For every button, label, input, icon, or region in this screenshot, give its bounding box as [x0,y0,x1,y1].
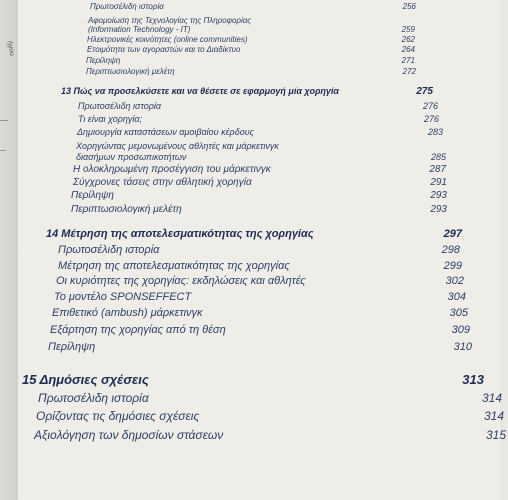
entry-page: 309 [451,324,470,336]
entry-title: Εξάρτηση της χορηγίας από τη θέση [50,324,226,336]
toc-entry [58,260,488,276]
entry-title: Η ολοκληρωμένη προσέγγιση του μάρκετινγκ [73,164,271,175]
entry-page: 293 [430,204,447,215]
entry-title: Ετοιμότητα των αγοραστών και το Διαδίκτυο [87,45,241,54]
entry-title: Πρωτοσέλιδη ιστορία [90,2,164,11]
entry-title: Οι κυριότητες της χορηγίας: εκδηλώσεις και αθλητές [56,275,306,287]
edge-line [0,120,8,121]
toc-entry [73,177,473,191]
toc-entry [34,428,504,446]
entry-title: Ηλεκτρονικές κοινότητες (online communities) [87,35,248,44]
toc-entry [52,307,482,323]
toc-entry [73,164,473,178]
entry-page: 287 [429,164,446,175]
toc-entry [50,324,480,340]
entry-page: 283 [427,127,443,137]
entry-title: Δημιουργία καταστάσεων αμοιβαίου κέρδους [77,127,255,137]
toc-entry [78,101,478,115]
toc-entry [56,275,486,291]
entry-title: (Information Technology - IT) [88,25,191,34]
chapter-title: 13 Πώς να προσελκύσετε και να θέσετε σε εφαρμογή μία χορηγία [61,86,340,96]
entry-page: 262 [401,35,415,44]
toc-entry [48,341,478,357]
chapter-heading [61,86,461,100]
entry-title: Μέτρηση της αποτελεσματικότητας της χορηγίας [58,260,290,272]
toc-entry [36,409,506,427]
entry-page: 259 [401,25,415,34]
entry-page: 256 [402,2,416,11]
entry-title: Περίληψη [86,56,121,65]
entry-title: Περίληψη [71,190,114,201]
entry-title: Περιπτωσιολογική μελέτη [71,204,182,215]
chapter-heading [46,228,476,244]
toc-page [18,0,506,500]
toc-entry [90,2,430,14]
entry-title: Πρωτοσέλιδη ιστορία [78,101,161,111]
entry-title: Πρωτοσέλιδη ιστορία [38,391,149,405]
page-edge [0,0,19,500]
entry-page: 276 [423,114,439,124]
entry-page: 271 [401,56,415,65]
entry-title: Επιθετικό (ambush) μάρκετινγκ [52,307,203,319]
chapter-page: 297 [443,228,462,240]
entry-title: Πρωτοσέλιδη ιστορία [58,244,160,256]
toc-entry [78,114,478,128]
chapter-title: 15 Δημόσιες σχέσεις [22,372,149,387]
entry-page: 291 [430,177,447,188]
chapter-heading [22,372,492,390]
entry-page: 310 [453,341,472,353]
chapter-page: 275 [416,86,433,97]
entry-title: Χορηγώντας μεμονωμένους αθλητές και μάρκετινγκ [76,141,279,151]
entry-page: 302 [445,275,464,287]
chapter-page: 313 [462,372,484,387]
toc-entry [71,204,471,218]
toc-entry [86,67,426,79]
toc-entry [58,244,488,260]
entry-title: διασήμων προσωπικοτήτων [76,152,187,162]
entry-title: Περίληψη [48,341,96,353]
entry-title: Σύγχρονες τάσεις στην αθλητική χορηγία [73,177,252,188]
entry-title: Περιπτωσιολογική μελέτη [86,67,175,76]
edge-line [0,150,6,151]
entry-title: Αφομοίωση της Τεχνολογίας της Πληροφορίας [88,16,252,25]
entry-page: 299 [443,260,462,272]
chapter-title: 14 Μέτρηση της αποτελεσματικότητας της χορηγίας [46,228,314,240]
entry-title: Αξιολόγηση των δημοσίων στάσεων [34,428,224,442]
entry-title: Τι είναι χορηγία; [78,114,143,124]
entry-page: 293 [430,190,447,201]
entry-page: 314 [481,391,502,405]
entry-page: 314 [483,409,504,423]
entry-page: 315 [485,428,506,442]
entry-page: 304 [447,291,466,303]
entry-title: Ορίζοντας τις δημόσιες σχέσεις [36,409,200,423]
entry-page: 276 [422,101,438,111]
toc-entry [54,291,484,307]
toc-entry [38,391,508,409]
toc-entry [71,190,471,204]
entry-page: 305 [449,307,468,319]
entry-page: 272 [402,67,416,76]
entry-title: Το μοντέλο SPONSEFFECT [54,291,192,303]
edge-text: ήγου [5,40,16,57]
toc-entry [77,127,477,141]
entry-page: 285 [430,152,446,162]
entry-page: 298 [441,244,460,256]
entry-page: 264 [401,45,415,54]
